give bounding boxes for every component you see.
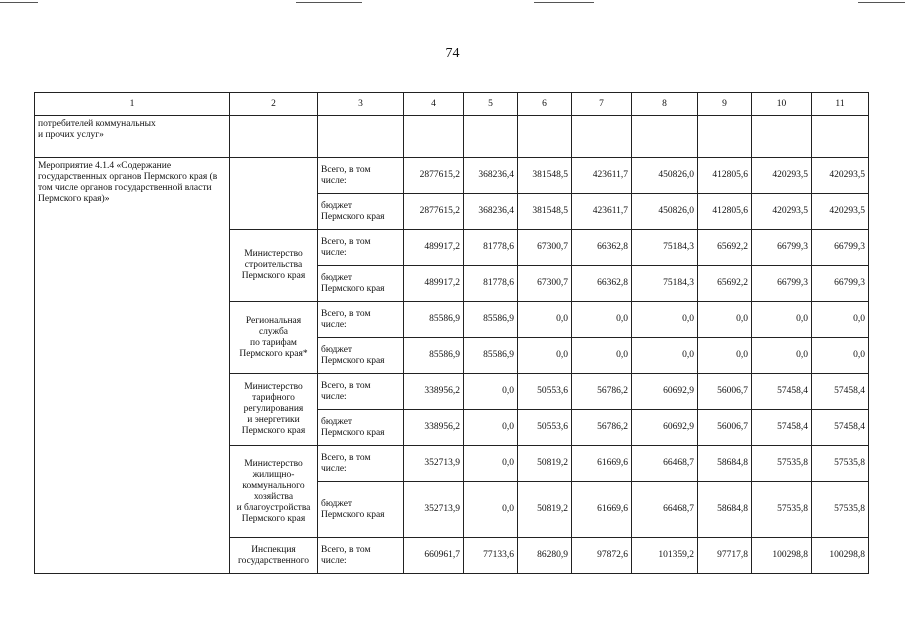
value-cell: 58684,8	[698, 446, 752, 482]
empty-cell	[230, 116, 318, 158]
col-header: 9	[698, 93, 752, 116]
row-type-budget: бюджет Пермского края	[318, 410, 404, 446]
value-cell: 420293,5	[812, 158, 869, 194]
value-cell: 86280,9	[518, 538, 572, 574]
value-cell: 0,0	[812, 338, 869, 374]
value-cell: 66799,3	[812, 266, 869, 302]
value-cell: 0,0	[632, 302, 698, 338]
row-type-total: Всего, в том числе:	[318, 446, 404, 482]
value-cell: 66362,8	[572, 230, 632, 266]
value-cell: 338956,2	[404, 374, 464, 410]
value-cell: 65692,2	[698, 230, 752, 266]
value-cell: 100298,8	[752, 538, 812, 574]
value-cell: 0,0	[698, 338, 752, 374]
value-cell: 56006,7	[698, 374, 752, 410]
continuation-row	[35, 116, 869, 158]
value-cell: 57458,4	[752, 374, 812, 410]
value-cell: 0,0	[572, 302, 632, 338]
col-header: 2	[230, 93, 318, 116]
value-cell: 489917,2	[404, 266, 464, 302]
value-cell: 2877615,2	[404, 158, 464, 194]
budget-table	[34, 92, 869, 574]
value-cell: 0,0	[812, 302, 869, 338]
agency-cell: Министерство жилищно- коммунального хозяйства и благоустройства Пермского края	[230, 446, 318, 538]
value-cell: 57458,4	[812, 374, 869, 410]
continuation-text: потребителей коммунальных и прочих услуг»	[35, 116, 230, 158]
table-row	[35, 158, 869, 194]
value-cell: 50819,2	[518, 482, 572, 538]
value-cell: 100298,8	[812, 538, 869, 574]
value-cell: 0,0	[632, 338, 698, 374]
col-header: 5	[464, 93, 518, 116]
row-type-budget: бюджет Пермского края	[318, 338, 404, 374]
value-cell: 60692,9	[632, 374, 698, 410]
value-cell: 56786,2	[572, 410, 632, 446]
value-cell: 57535,8	[752, 482, 812, 538]
value-cell: 66799,3	[812, 230, 869, 266]
value-cell: 0,0	[518, 302, 572, 338]
value-cell: 50553,6	[518, 410, 572, 446]
value-cell: 66468,7	[632, 482, 698, 538]
value-cell: 85586,9	[464, 338, 518, 374]
empty-cell	[518, 116, 572, 158]
page-number: 74	[445, 46, 460, 61]
value-cell: 412805,6	[698, 194, 752, 230]
value-cell: 61669,6	[572, 446, 632, 482]
value-cell: 61669,6	[572, 482, 632, 538]
value-cell: 0,0	[518, 338, 572, 374]
value-cell: 101359,2	[632, 538, 698, 574]
empty-cell	[404, 116, 464, 158]
value-cell: 66362,8	[572, 266, 632, 302]
value-cell: 75184,3	[632, 266, 698, 302]
col-header: 7	[572, 93, 632, 116]
value-cell: 65692,2	[698, 266, 752, 302]
value-cell: 58684,8	[698, 482, 752, 538]
header-row	[35, 93, 869, 116]
agency-cell: Министерство строительства Пермского края	[230, 230, 318, 302]
col-header: 11	[812, 93, 869, 116]
value-cell: 420293,5	[812, 194, 869, 230]
top-line-right	[858, 2, 905, 3]
value-cell: 67300,7	[518, 266, 572, 302]
row-type-total: Всего, в том числе:	[318, 302, 404, 338]
value-cell: 450826,0	[632, 194, 698, 230]
value-cell: 0,0	[464, 410, 518, 446]
value-cell: 81778,6	[464, 230, 518, 266]
value-cell: 56006,7	[698, 410, 752, 446]
col-header: 10	[752, 93, 812, 116]
value-cell: 0,0	[752, 302, 812, 338]
value-cell: 423611,7	[572, 194, 632, 230]
value-cell: 660961,7	[404, 538, 464, 574]
agency-cell: Инспекция государственного	[230, 538, 318, 574]
value-cell: 0,0	[572, 338, 632, 374]
value-cell: 338956,2	[404, 410, 464, 446]
empty-cell	[572, 116, 632, 158]
value-cell: 420293,5	[752, 194, 812, 230]
col-header: 6	[518, 93, 572, 116]
event-description: Мероприятие 4.1.4 «Содержание государственных органов Пермского края (в том числе органов государственной власти Пермского края)»	[35, 158, 230, 574]
value-cell: 50553,6	[518, 374, 572, 410]
value-cell: 97717,8	[698, 538, 752, 574]
value-cell: 66799,3	[752, 266, 812, 302]
col-header: 1	[35, 93, 230, 116]
value-cell: 0,0	[698, 302, 752, 338]
top-line-left	[0, 2, 38, 3]
empty-cell	[812, 116, 869, 158]
value-cell: 56786,2	[572, 374, 632, 410]
value-cell: 381548,5	[518, 158, 572, 194]
value-cell: 67300,7	[518, 230, 572, 266]
top-line-mid-left	[296, 2, 362, 3]
empty-cell	[632, 116, 698, 158]
value-cell: 0,0	[464, 482, 518, 538]
row-type-budget: бюджет Пермского края	[318, 266, 404, 302]
value-cell: 368236,4	[464, 194, 518, 230]
value-cell: 85586,9	[404, 338, 464, 374]
empty-cell	[698, 116, 752, 158]
row-type-total: Всего, в том числе:	[318, 374, 404, 410]
value-cell: 450826,0	[632, 158, 698, 194]
row-type-budget: бюджет Пермского края	[318, 482, 404, 538]
value-cell: 60692,9	[632, 410, 698, 446]
row-type-total: Всего, в том числе:	[318, 158, 404, 194]
empty-cell	[752, 116, 812, 158]
value-cell: 420293,5	[752, 158, 812, 194]
value-cell: 423611,7	[572, 158, 632, 194]
value-cell: 381548,5	[518, 194, 572, 230]
value-cell: 0,0	[464, 374, 518, 410]
top-line-mid-right	[534, 2, 594, 3]
value-cell: 368236,4	[464, 158, 518, 194]
value-cell: 352713,9	[404, 482, 464, 538]
value-cell: 66468,7	[632, 446, 698, 482]
empty-cell	[318, 116, 404, 158]
value-cell: 85586,9	[404, 302, 464, 338]
value-cell: 81778,6	[464, 266, 518, 302]
row-type-budget: бюджет Пермского края	[318, 194, 404, 230]
value-cell: 412805,6	[698, 158, 752, 194]
value-cell: 57458,4	[812, 410, 869, 446]
value-cell: 97872,6	[572, 538, 632, 574]
row-type-total: Всего, в том числе:	[318, 538, 404, 574]
row-type-total: Всего, в том числе:	[318, 230, 404, 266]
col-header: 4	[404, 93, 464, 116]
value-cell: 489917,2	[404, 230, 464, 266]
value-cell: 0,0	[752, 338, 812, 374]
value-cell: 0,0	[464, 446, 518, 482]
agency-cell: Региональная служба по тарифам Пермского края*	[230, 302, 318, 374]
value-cell: 57458,4	[752, 410, 812, 446]
value-cell: 77133,6	[464, 538, 518, 574]
col-header: 3	[318, 93, 404, 116]
value-cell: 57535,8	[752, 446, 812, 482]
value-cell: 57535,8	[812, 482, 869, 538]
value-cell: 75184,3	[632, 230, 698, 266]
value-cell: 57535,8	[812, 446, 869, 482]
value-cell: 66799,3	[752, 230, 812, 266]
value-cell: 85586,9	[464, 302, 518, 338]
value-cell: 50819,2	[518, 446, 572, 482]
col-header: 8	[632, 93, 698, 116]
value-cell: 352713,9	[404, 446, 464, 482]
agency-cell	[230, 158, 318, 230]
value-cell: 2877615,2	[404, 194, 464, 230]
empty-cell	[464, 116, 518, 158]
agency-cell: Министерство тарифного регулирования и энергетики Пермского края	[230, 374, 318, 446]
